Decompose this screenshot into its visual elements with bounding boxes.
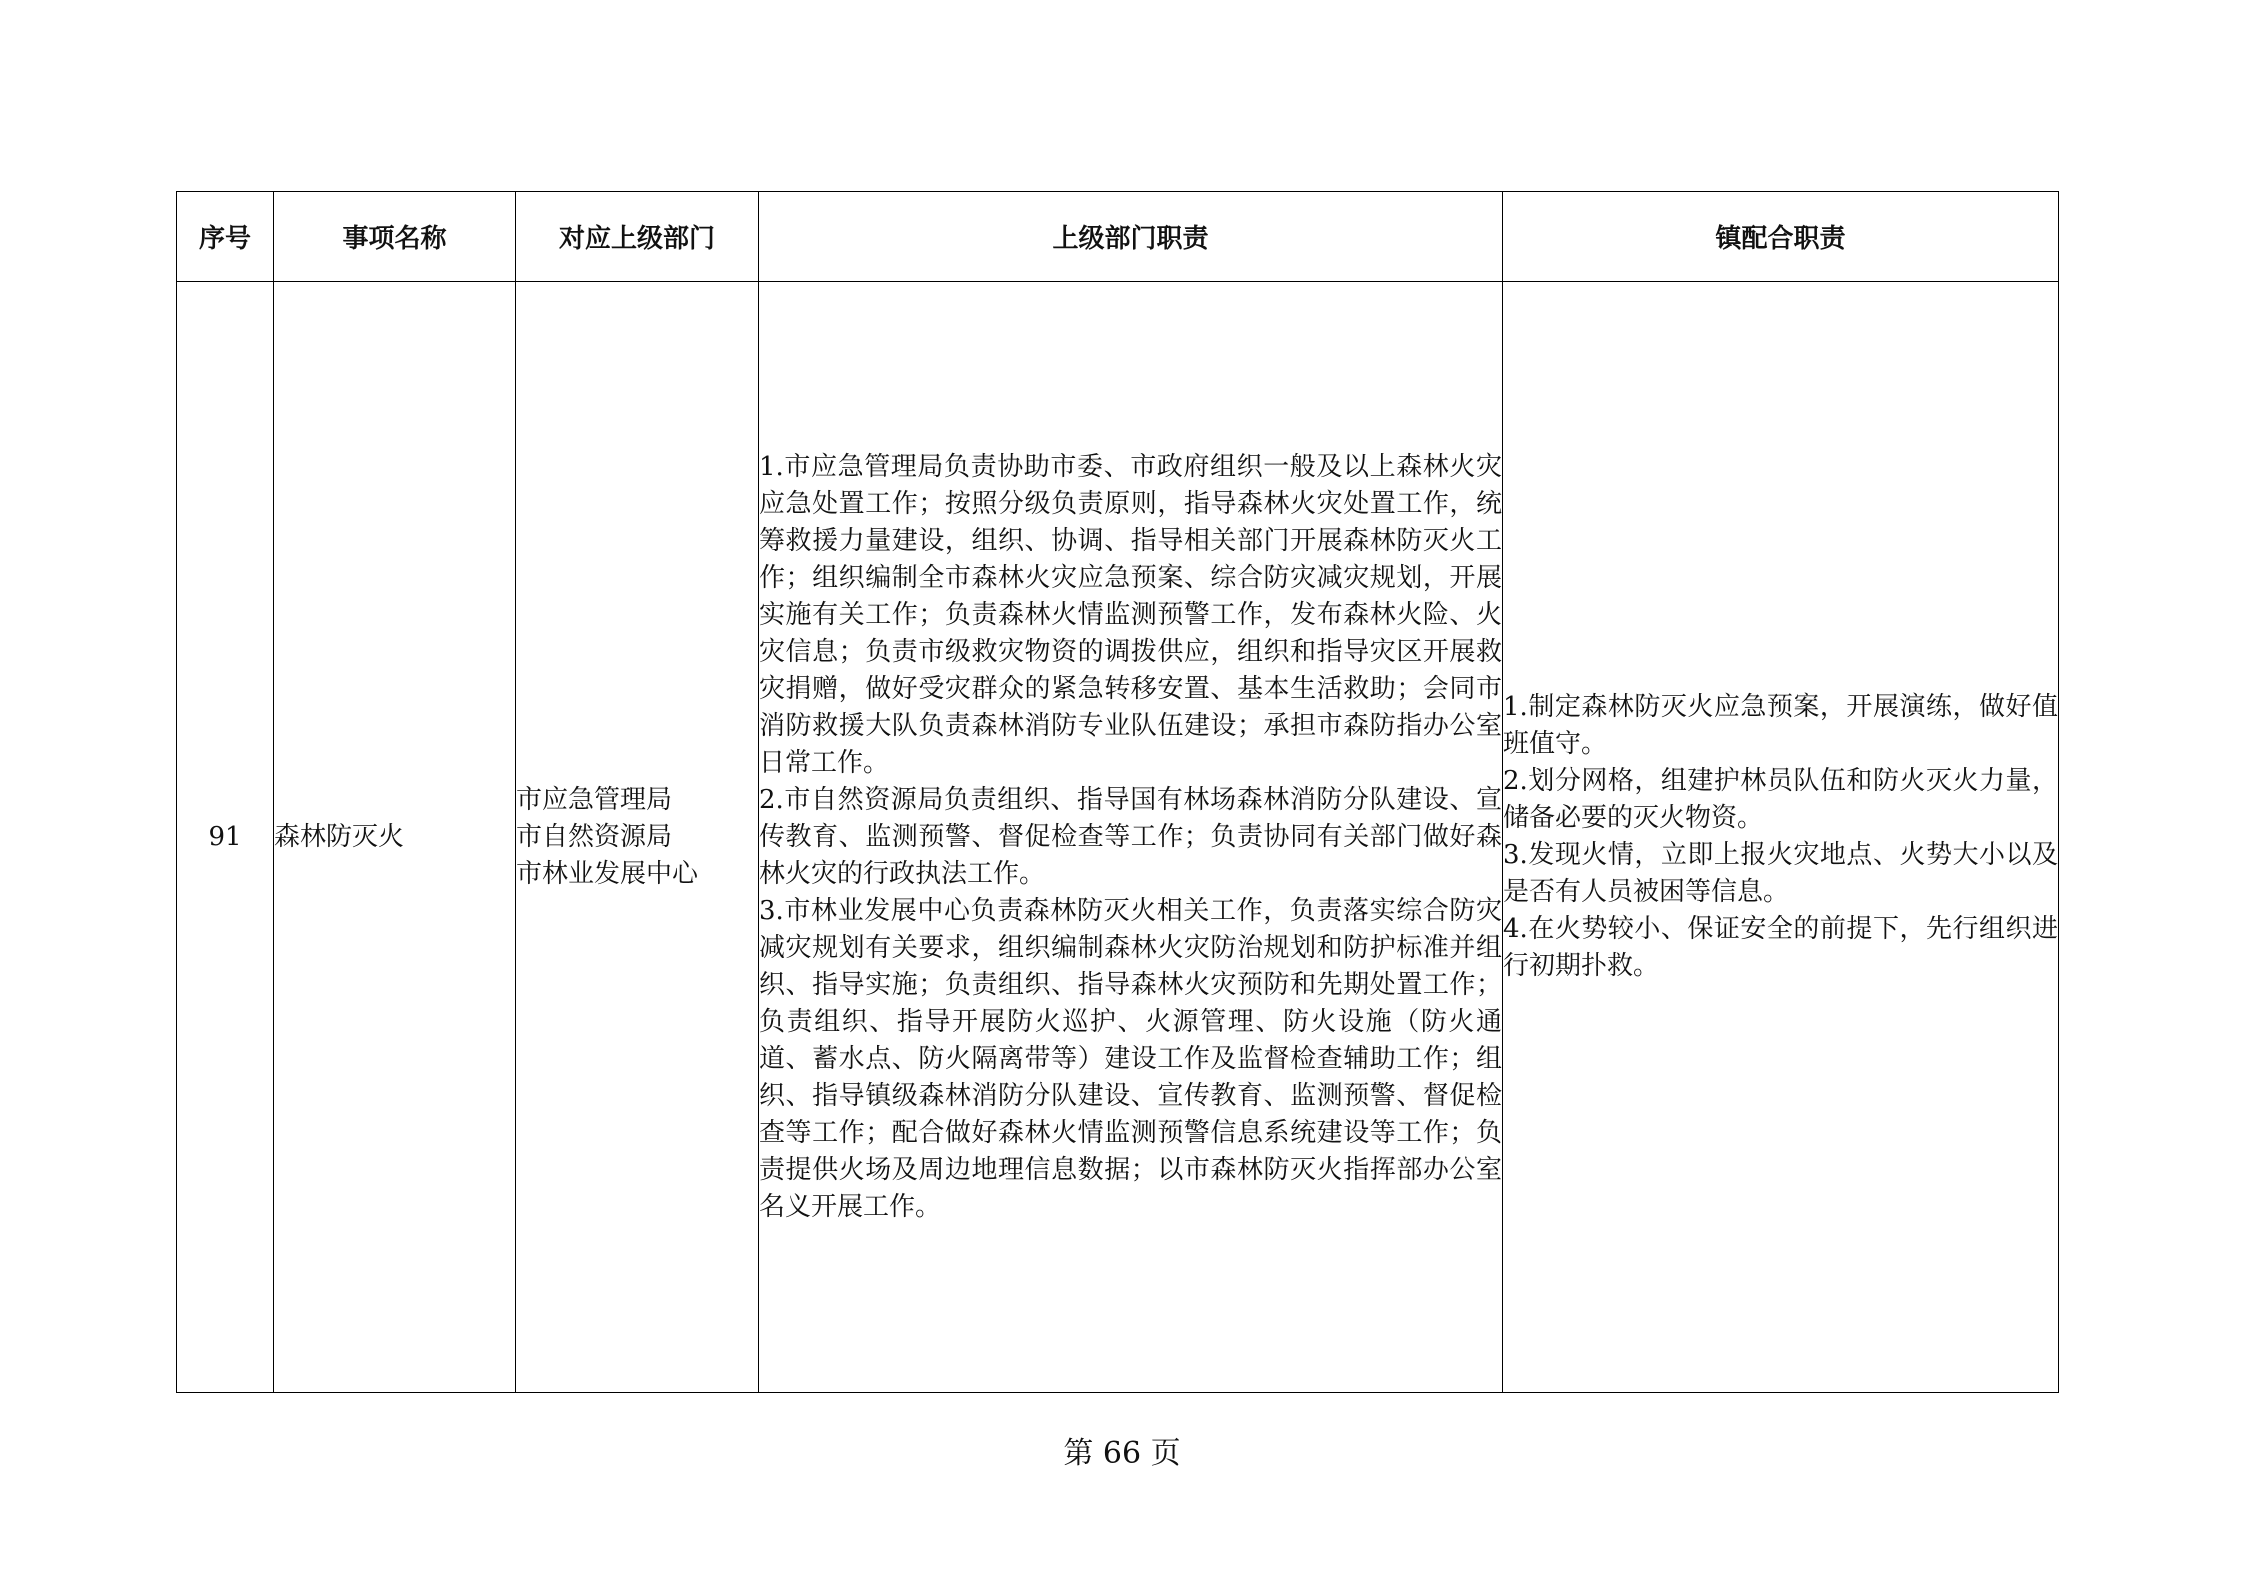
header-department: 对应上级部门: [516, 192, 759, 282]
town-duty-paragraph: 4.在火势较小、保证安全的前提下，先行组织进行初期扑救。: [1503, 914, 2058, 981]
header-row: [177, 192, 2059, 282]
cell-departments: [516, 282, 759, 1393]
cell-item-name: 森林防灭火: [274, 282, 516, 1393]
header-upper-duties: 上级部门职责: [759, 192, 1503, 282]
town-duty-paragraph: 3.发现火情，立即上报火灾地点、火势大小以及是否有人员被困等信息。: [1503, 840, 2058, 907]
cell-upper-duties: [759, 282, 1503, 1393]
duty-paragraph: 2.市自然资源局负责组织、指导国有林场森林消防分队建设、宣传教育、监测预警、督促检查等工作；负责协同有关部门做好森林火灾的行政执法工作。: [759, 784, 1502, 889]
department-line: 市林业发展中心: [516, 858, 699, 889]
header-item-name: 事项名称: [274, 192, 516, 282]
cell-town-duties: [1503, 282, 2059, 1393]
table-row: [177, 282, 2059, 1393]
department-line: 市应急管理局: [516, 784, 673, 815]
header-town-duties: 镇配合职责: [1503, 192, 2059, 282]
department-line: 市自然资源局: [516, 821, 673, 852]
duty-paragraph: 3.市林业发展中心负责森林防灭火相关工作，负责落实综合防灾减灾规划有关要求，组织编制森林火灾防治规划和防护标准并组织、指导实施；负责组织、指导森林火灾预防和先期处置工作；负责组织、指导开展防火巡护、火源管理、防火设施（防火通道、蓄水点、防火隔离带等）建设工作及监督检查辅助工作；组织、指导镇级森林消防分队建设、宣传教育、监测预警、督促检查等工作；配合做好森林火情监测预警信息系统建设等工作；负责提供火场及周边地理信息数据；以市森林防灭火指挥部办公室名义开展工作。: [759, 895, 1502, 1222]
town-duty-paragraph: 2.划分网格，组建护林员队伍和防火灭火力量，储备必要的灭火物资。: [1503, 766, 2058, 833]
duty-table: [176, 191, 2059, 1393]
page-number: 第 66 页: [1063, 1436, 1181, 1471]
town-duty-paragraph: 1.制定森林防灭火应急预案，开展演练，做好值班值守。: [1503, 692, 2058, 759]
header-seq: 序号: [177, 192, 274, 282]
cell-seq: 91: [177, 282, 274, 1393]
duty-paragraph: 1.市应急管理局负责协助市委、市政府组织一般及以上森林火灾应急处置工作；按照分级负责原则，指导森林火灾处置工作，统筹救援力量建设，组织、协调、指导相关部门开展森林防灭火工作；组织编制全市森林火灾应急预案、综合防灾减灾规划，开展实施有关工作；负责森林火情监测预警工作，发布森林火险、火灾信息；负责市级救灾物资的调拨供应，组织和指导灾区开展救灾捐赠，做好受灾群众的紧急转移安置、基本生活救助；会同市消防救援大队负责森林消防专业队伍建设；承担市森防指办公室日常工作。: [759, 451, 1502, 778]
